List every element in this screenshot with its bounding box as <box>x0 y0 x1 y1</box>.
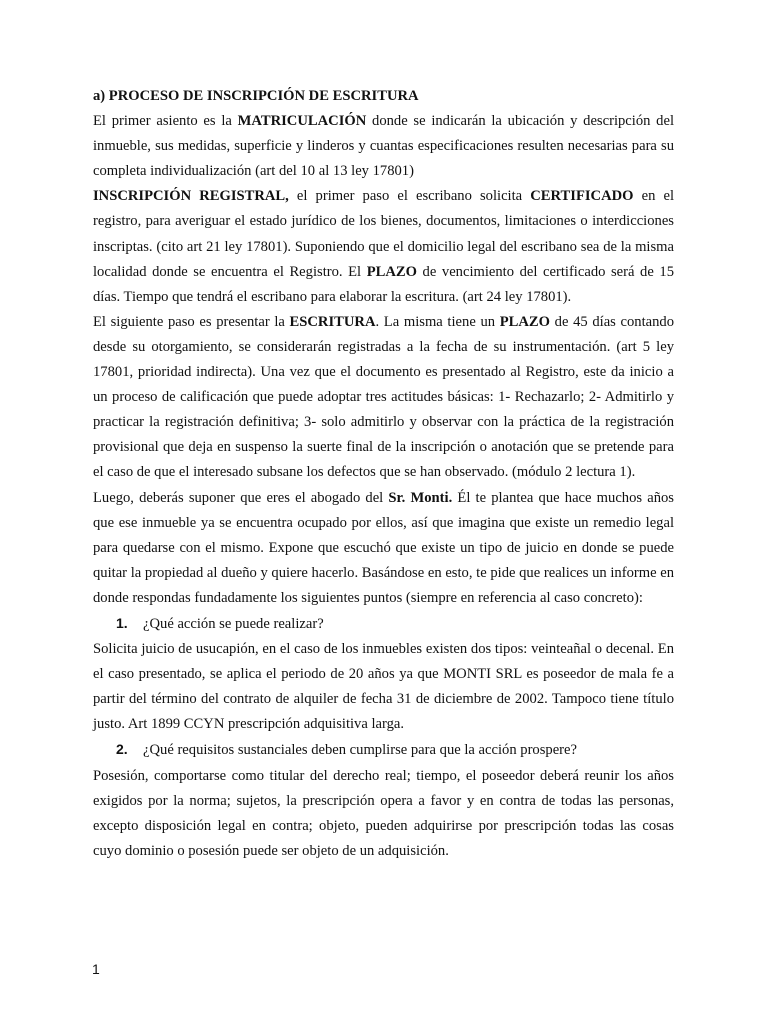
paragraph-caso-monti <box>93 486 674 611</box>
question-text: ¿Qué requisitos sustanciales deben cumplirse para que la acción prospere? <box>143 742 577 759</box>
bold-term: PLAZO <box>499 313 550 330</box>
text-run: Luego, deberás suponer que eres el abogado del <box>93 489 389 506</box>
page-number: 1 <box>92 961 100 977</box>
section-heading: a) PROCESO DE INSCRIPCIÓN DE ESCRITURA <box>93 88 419 104</box>
answer-1: Solicita juicio de usucapión, en el caso de los inmuebles existen dos tipos: veinteañal o decenal. En el caso presentado, se aplica el periodo de 20 años ya que MONTI SRL es poseedor de mala fe a partir del término del contrato de alquiler de fecha 31 de diciembre de 2002. Tampoco tiene título justo. Art 1899 CCYN prescripción adquisitiva larga. <box>93 641 674 733</box>
question-2 <box>93 737 674 763</box>
paragraph-matriculacion <box>93 109 674 184</box>
text-run: El primer asiento es la <box>93 113 238 130</box>
answer-2: Posesión, comportarse como titular del derecho real; tiempo, el poseedor deberá reunir los años exigidos por la norma; sujetos, la prescripción opera a favor y en contra de todas las personas, excepto disposición legal en contra; objeto, pueden adquirirse por prescripción todas las cosas cuyo dominio o posesión puede ser objeto de un adquisición. <box>93 767 674 859</box>
bold-term: ESCRITURA <box>289 313 376 330</box>
bold-term: CERTIFICADO <box>530 188 634 205</box>
bold-term: MATRICULACIÓN <box>237 113 367 130</box>
text-run: Él te plantea que hace muchos años que ese inmueble ya se encuentra ocupado por ellos, así que imagina que existe un remedio legal para quedarse con el mismo. Expone que escuchó que existe un tipo de juicio en donde se puede quitar la propiedad al dueño y quiere hacerlo. Basándose en esto, te pide que realices un informe en donde respondas fundadamente los siguientes puntos (siempre en referencia al caso concreto): <box>93 489 674 606</box>
text-run: El siguiente paso es presentar la <box>93 313 290 330</box>
text-run: . La misma tiene un <box>375 313 500 330</box>
text-run: donde se indicarán la ubicación y descripción del inmueble, sus medidas, superficie y linderos y cuantas especificaciones resulten necesarias para su completa individualización (art del 10 al 13 ley 17801) <box>93 113 674 180</box>
bold-term: PLAZO <box>366 263 417 280</box>
text-run: en el registro, para averiguar el estado jurídico de los bienes, documentos, limitaciones o interdicciones inscriptas. (cito art 21 ley 17801). Suponiendo que el domicilio legal del escribano sea de la misma localidad donde se encuentra el Registro. El <box>93 188 674 280</box>
text-run: de vencimiento del certificado será de 15 días. Tiempo que tendrá el escribano para elaborar la escritura. (art 24 ley 17801). <box>93 263 675 305</box>
text-run: el primer paso el escribano solicita <box>288 188 531 205</box>
question-1 <box>93 611 674 637</box>
question-number: 2. <box>116 741 128 758</box>
bold-term: Sr. Monti. <box>388 489 453 506</box>
question-text: ¿Qué acción se puede realizar? <box>143 615 324 632</box>
bold-term: INSCRIPCIÓN REGISTRAL, <box>93 188 289 205</box>
question-number: 1. <box>116 614 128 631</box>
paragraph-inscripcion-registral <box>93 184 674 309</box>
paragraph-escritura <box>93 310 674 486</box>
document-body <box>93 84 674 864</box>
text-run: de 45 días contando desde su otorgamiento, se considerarán registradas a la fecha de su instrumentación. (art 5 ley 17801, prioridad indirecta). Una vez que el documento es presentado al Registro, este da inicio a un proceso de calificación que puede adoptar tres actitudes básicas: 1- Rechazarlo; 2- Admitirlo y practicar la registración definitiva; 3- solo admitirlo y observar con la práctica de la registración provisional que deja en suspenso la suerte final de la inscripción o anotación que se pretende para el caso de que el interesado subsane los defectos que se han observado. (módulo 2 lectura 1). <box>93 313 675 481</box>
